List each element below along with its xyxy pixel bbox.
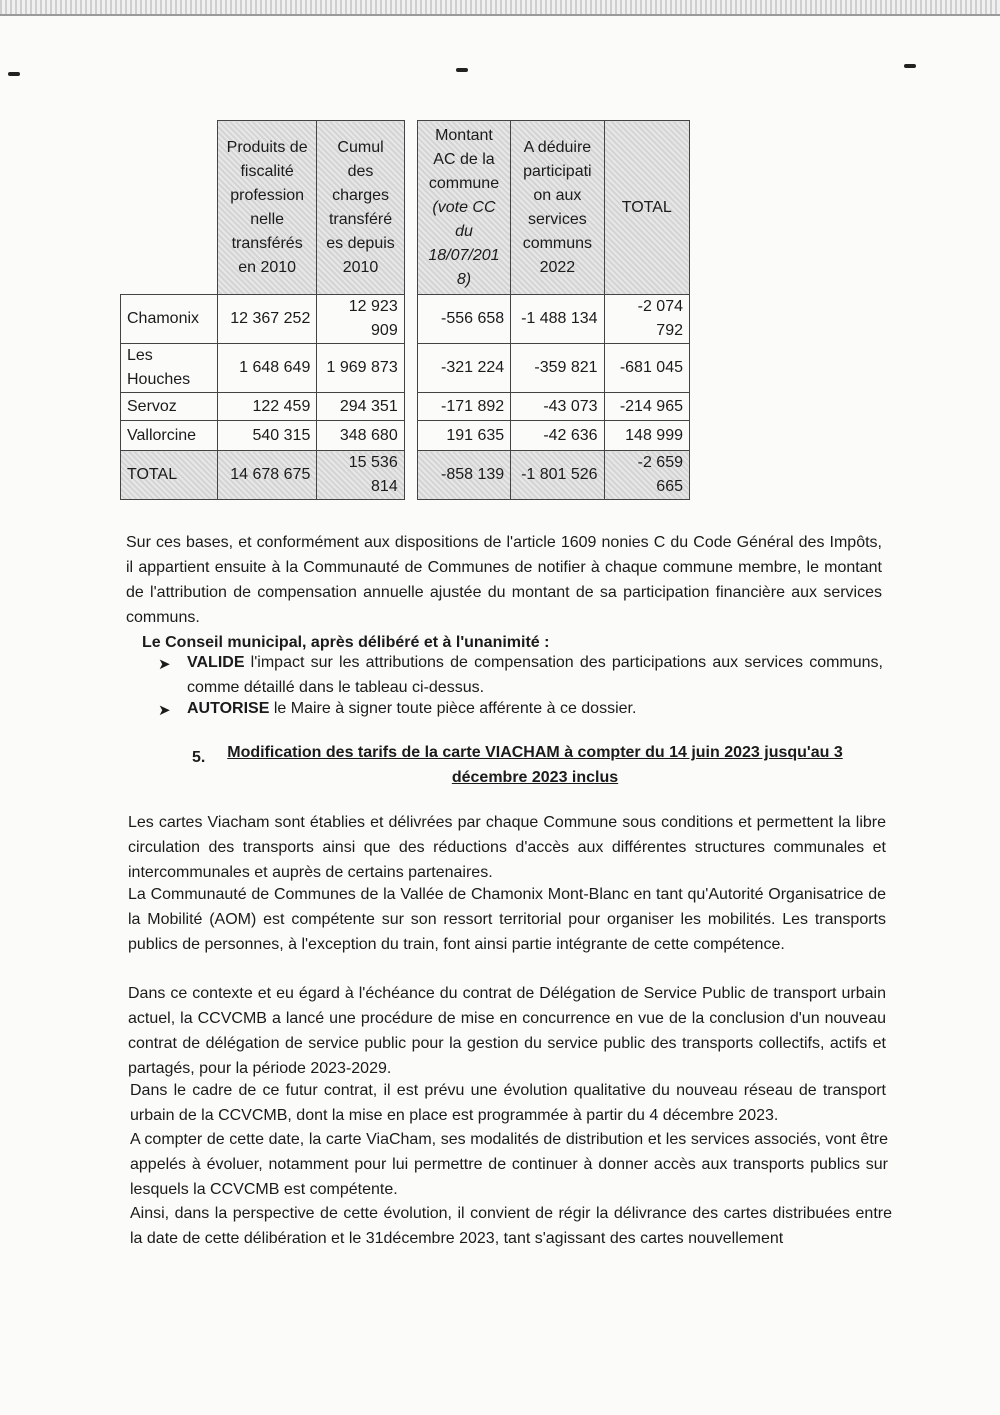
table-gap <box>404 393 417 421</box>
section-title-line2: décembre 2023 inclus <box>451 769 619 786</box>
paragraph: Dans le cadre de ce futur contrat, il est prévu une évolution qualitative du nouveau réseau de transport urbain de la CCVCMB, dont la mise en place est programmée à partir du 4 décembre 2023. <box>130 1082 886 1124</box>
deduire-value: -1 488 134 <box>511 295 604 344</box>
produits-value: 1 648 649 <box>217 344 316 393</box>
section-title-line1: Modification des tarifs de la carte VIACHAM à compter du 14 juin 2023 jusqu'au 3 <box>227 744 843 761</box>
table-row <box>121 295 690 344</box>
paragraph: A compter de cette date, la carte ViaCham, ses modalités de distribution et les services associés, vont être appelés à évoluer, notamment pour lui permettre de continuer à donner accès aux transports publics sur lesquels la CCVCMB est compétente. <box>130 1131 888 1198</box>
cumul-value: 12 923 909 <box>317 295 404 344</box>
produits-value: 540 315 <box>217 421 316 451</box>
decision-keyword: VALIDE <box>187 654 245 671</box>
commune-name: Chamonix <box>121 295 218 344</box>
table-header-row <box>121 121 690 295</box>
table-header-empty <box>121 121 218 295</box>
deduire-value: -359 821 <box>511 344 604 393</box>
total-value: -214 965 <box>604 393 689 421</box>
scan-mark <box>456 68 468 72</box>
table-total-row <box>121 451 690 500</box>
decision-keyword: AUTORISE <box>187 700 270 717</box>
montant-value: 191 635 <box>417 421 510 451</box>
produits-value: 12 367 252 <box>217 295 316 344</box>
commune-name: Les Houches <box>121 344 218 393</box>
scan-mark <box>8 72 20 76</box>
total-label: TOTAL <box>121 451 218 500</box>
deduire-value: -43 073 <box>511 393 604 421</box>
cumul-value: 348 680 <box>317 421 404 451</box>
commune-name: Vallorcine <box>121 421 218 451</box>
paragraph-conditions: Sur ces bases, et conformément aux dispositions de l'article 1609 nonies C du Code Général des Impôts, il appartient ensuite à la Communauté de Communes de notifier à chaque commune membre, le montant de l'attribution de compensation annuelle ajustée du montant de sa participation financière aux services communs. <box>126 534 882 626</box>
table-gap <box>404 121 417 295</box>
total-value: -681 045 <box>604 344 689 393</box>
paragraph: La Communauté de Communes de la Vallée de Chamonix Mont-Blanc en tant qu'Autorité Organisatrice de la Mobilité (AOM) est compétente sur son ressort territorial pour organiser les mobilités. Les transports publics de personnes, à l'exception du train, font ainsi partie intégrante de cette compétence. <box>128 886 886 953</box>
cumul-value: 1 969 873 <box>317 344 404 393</box>
table-gap <box>404 295 417 344</box>
compensation-table <box>120 120 690 500</box>
section-title <box>222 740 848 790</box>
montant-value: -556 658 <box>417 295 510 344</box>
total-value: -2 074 792 <box>604 295 689 344</box>
produits-value: 122 459 <box>217 393 316 421</box>
table-gap <box>404 451 417 500</box>
table-row <box>121 421 690 451</box>
decision-item <box>187 650 883 700</box>
decision-text: l'impact sur les attributions de compensation des participations aux services communs, comme détaillé dans le tableau ci-dessus. <box>187 654 883 696</box>
arrow-bullet-icon: ➤ <box>158 702 171 719</box>
scan-edge <box>0 0 1000 16</box>
table-header-total: TOTAL <box>604 121 689 295</box>
cumul-total: 15 536 814 <box>317 451 404 500</box>
table-header-cumul: Cumul des charges transféré es depuis 2010 <box>317 121 404 295</box>
montant-value: -321 224 <box>417 344 510 393</box>
decision-item <box>187 696 883 721</box>
table-row <box>121 393 690 421</box>
deduire-value: -42 636 <box>511 421 604 451</box>
section-number: 5. <box>192 749 206 766</box>
paragraph: Ainsi, dans la perspective de cette évolution, il convient de régir la délivrance des cartes distribuées entre la date de cette délibération et le 31décembre 2023, tant s'agissant des cartes nouvellement <box>130 1205 892 1247</box>
total-value: 148 999 <box>604 421 689 451</box>
table-gap <box>404 344 417 393</box>
decision-title: Le Conseil municipal, après délibéré et à l'unanimité : <box>142 634 550 651</box>
table-header-deduire: A déduire participati on aux services communs 2022 <box>511 121 604 295</box>
montant-vote: (vote CC du 18/07/201 8) <box>428 198 500 288</box>
deduire-total: -1 801 526 <box>511 451 604 500</box>
table-header-montant <box>417 121 510 295</box>
paragraph: Dans ce contexte et eu égard à l'échéance du contrat de Délégation de Service Public de transport urbain actuel, la CCVCMB a lancé une procédure de mise en concurrence en vue de la conclusion d'un nouveau contrat de délégation de service public pour la gestion du service public des transports collectifs, actifs et partagés, pour la période 2023-2029. <box>128 985 886 1077</box>
produits-total: 14 678 675 <box>217 451 316 500</box>
table-header-produits: Produits de fiscalité profession nelle transférés en 2010 <box>217 121 316 295</box>
commune-name: Servoz <box>121 393 218 421</box>
decision-text: le Maire à signer toute pièce afférente à ce dossier. <box>269 700 637 717</box>
cumul-value: 294 351 <box>317 393 404 421</box>
paragraph: Les cartes Viacham sont établies et délivrées par chaque Commune sous conditions et permettent la libre circulation des transports ainsi que des réductions d'accès aux différentes structures communales et intercommunales et auprès de certains partenaires. <box>128 814 886 881</box>
grand-total: -2 659 665 <box>604 451 689 500</box>
arrow-bullet-icon: ➤ <box>158 656 171 673</box>
table-row <box>121 344 690 393</box>
table-gap <box>404 421 417 451</box>
montant-total: -858 139 <box>417 451 510 500</box>
scan-mark <box>904 64 916 68</box>
montant-value: -171 892 <box>417 393 510 421</box>
montant-label: Montant AC de la commune <box>428 126 500 192</box>
